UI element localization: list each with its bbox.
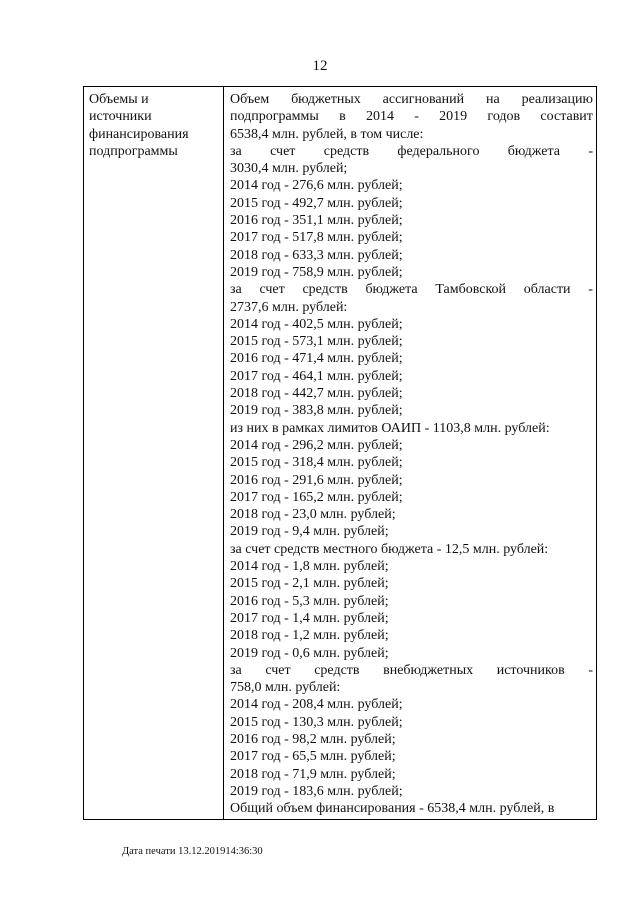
word: Тамбовской [435,282,507,298]
regional-year-line: 2019 год - 383,8 млн. рублей; [230,403,403,419]
word: 2019 [439,109,468,125]
federal-year-line: 2018 год - 633,3 млн. рублей; [230,247,403,263]
word: в [339,109,346,125]
row-header-line: подпрограммы [89,143,178,159]
oaip-year-line: 2015 год - 318,4 млн. рублей; [230,455,403,471]
extrabudgetary-year-line: 2017 год - 65,5 млн. рублей; [230,749,396,765]
word: федерального [397,143,480,159]
financing-details-cell [224,87,597,820]
financing-table [83,86,597,820]
federal-total: 3030,4 млн. рублей; [230,161,348,177]
intro-total-line: 6538,4 млн. рублей, в том числе: [230,126,424,142]
word: ассигнований [382,92,465,107]
word: составит [540,109,593,125]
word: реализацию [521,92,593,107]
word: средств [314,662,360,678]
regional-year-line: 2018 год - 442,7 млн. рублей; [230,386,403,402]
word: бюджета [507,143,560,159]
regional-year-line: 2016 год - 471,4 млн. рублей; [230,351,403,367]
word: бюджета [365,282,418,298]
extrabudgetary-heading [230,662,593,679]
federal-year-line: 2014 год - 276,6 млн. рублей; [230,178,403,194]
word: внебюджетных [383,662,474,678]
word: - [588,282,593,298]
word: на [485,92,500,107]
regional-year-line: 2017 год - 464,1 млн. рублей; [230,368,403,384]
word: за [230,662,242,678]
extrabudgetary-total: 758,0 млн. рублей: [230,680,341,696]
oaip-year-line: 2016 год - 291,6 млн. рублей; [230,472,403,488]
word: счет [259,282,285,298]
word: источников [496,662,565,678]
extrabudgetary-year-line: 2019 год - 183,6 млн. рублей; [230,783,403,799]
oaip-year-line: 2014 год - 296,2 млн. рублей; [230,437,403,453]
extrabudgetary-year-line: 2014 год - 208,4 млн. рублей; [230,697,403,713]
oaip-year-line: 2017 год - 165,2 млн. рублей; [230,489,403,505]
word: Объем [230,92,270,107]
word: - [588,662,593,678]
word: счет [270,143,296,159]
closing-line: Общий объем финансирования - 6538,4 млн. рублей, в [230,801,555,817]
page-number: 12 [312,58,328,74]
regional-year-line: 2014 год - 402,5 млн. рублей; [230,316,403,332]
extrabudgetary-year-line: 2015 год - 130,3 млн. рублей; [230,714,403,730]
intro-line [230,108,593,125]
word: средств [302,282,348,298]
intro-line [230,91,593,108]
federal-heading [230,143,593,160]
federal-year-line: 2016 год - 351,1 млн. рублей; [230,213,403,229]
word: бюджетных [291,92,361,107]
row-header-line: финансирования [89,126,189,142]
federal-year-line: 2019 год - 758,9 млн. рублей; [230,264,403,280]
regional-total: 2737,6 млн. рублей: [230,299,348,315]
local-year-line: 2019 год - 0,6 млн. рублей; [230,645,389,661]
local-year-line: 2018 год - 1,2 млн. рублей; [230,628,389,644]
local-year-line: 2015 год - 2,1 млн. рублей; [230,576,389,592]
word: средств [323,143,370,159]
regional-heading [230,281,593,298]
print-date-footer: Дата печати 13.12.201914:36:30 [122,846,263,857]
word: - [588,143,593,159]
word: области [523,282,571,298]
row-header-line: Объемы и [89,92,149,107]
word: за [230,282,242,298]
extrabudgetary-year-line: 2016 год - 98,2 млн. рублей; [230,731,396,747]
extrabudgetary-year-line: 2018 год - 71,9 млн. рублей; [230,766,396,782]
local-heading: за счет средств местного бюджета - 12,5 млн. рублей: [230,541,549,557]
word: счет [265,662,291,678]
table-row [84,87,597,820]
local-year-line: 2016 год - 5,3 млн. рублей; [230,593,389,609]
oaip-year-line: 2019 год - 9,4 млн. рублей; [230,524,389,540]
row-header-line: источники [89,109,152,125]
oaip-year-line: 2018 год - 23,0 млн. рублей; [230,507,396,523]
word: годов [487,109,521,125]
local-year-line: 2017 год - 1,4 млн. рублей; [230,610,389,626]
word: за [230,143,242,159]
regional-year-line: 2015 год - 573,1 млн. рублей; [230,334,403,350]
local-year-line: 2014 год - 1,8 млн. рублей; [230,559,389,575]
federal-year-line: 2017 год - 517,8 млн. рублей; [230,230,403,246]
row-header-cell [84,87,224,820]
oaip-heading: из них в рамках лимитов ОАИП - 1103,8 млн. рублей: [230,420,550,436]
word: 2014 [365,109,394,125]
word: подпрограммы [230,109,319,125]
word: - [414,109,419,125]
federal-year-line: 2015 год - 492,7 млн. рублей; [230,195,403,211]
